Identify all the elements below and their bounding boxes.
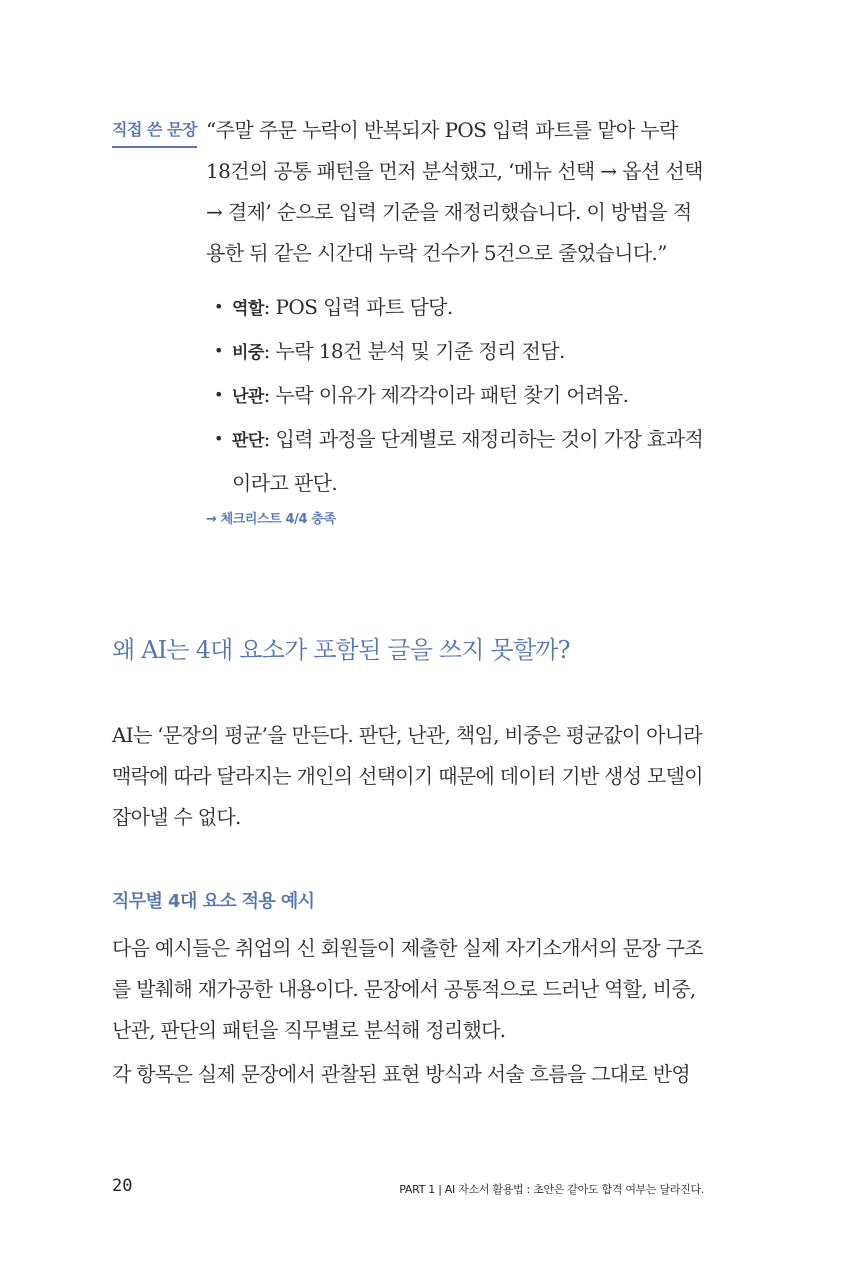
bullet-judgment [214, 418, 714, 504]
bullet-text: : 누락 18건 분석 및 기준 정리 전담. [263, 339, 565, 363]
checklist-note: → 체크리스트 4/4 충족 [206, 512, 336, 527]
bullet-text: : POS 입력 파트 담당. [263, 295, 453, 319]
bullet-text: : 누락 이유가 제각각이라 패턴 찾기 어려움. [263, 383, 629, 407]
section-heading: 왜 AI는 4대 요소가 포함된 글을 쓰지 못할까? [112, 636, 570, 664]
subsection-paragraph-2: 각 항목은 실제 문장에서 관찰된 표현 방식과 서술 흐름을 그대로 반영 [112, 1062, 690, 1086]
section-paragraph: AI는 ‘문장의 평균’을 만든다. 판단, 난관, 책임, 비중은 평균값이 아니라 맥락에 따라 달라지는 개인의 선택이기 때문에 데이터 기반 생성 모델이 잡아낼 수 없다. [112, 723, 703, 829]
bullet-term: 판단 [232, 431, 264, 451]
subsection-heading: 직무별 4대 요소 적용 예시 [112, 891, 315, 912]
bullet-term: 비중 [232, 343, 264, 363]
example-quote: “주말 주문 누락이 반복되자 POS 입력 파트를 맡아 누락 18건의 공통 패턴을 먼저 분석했고, ‘메뉴 선택 → 옵션 선택 → 결제’ 순으로 입력 기준을 재정리했습니다. 이 방법을 적용한 뒤 같은 시간대 누락 건수가 5건으로 줄었습니다.” [206, 118, 703, 265]
analysis-bullet-list [214, 286, 714, 504]
bullet-difficulty [214, 374, 714, 418]
bullet-term: 난관 [232, 387, 264, 407]
page-number: 20 [112, 1176, 133, 1196]
bullet-role [214, 286, 714, 330]
example-label: 직접 쓴 문장 [112, 117, 197, 148]
running-footer: PART 1 | AI 자소서 활용법 : 초안은 같아도 합격 여부는 달라진다. [399, 1183, 704, 1196]
bullet-text: : 입력 과정을 단계별로 재정리하는 것이 가장 효과적이라고 판단. [232, 427, 704, 495]
bullet-term: 역할 [232, 299, 264, 319]
bullet-weight [214, 330, 714, 374]
subsection-paragraph-1: 다음 예시들은 취업의 신 회원들이 제출한 실제 자기소개서의 문장 구조를 발췌해 재가공한 내용이다. 문장에서 공통적으로 드러난 역할, 비중, 난관, 판단의 패턴을 직무별로 분석해 정리했다. [112, 936, 703, 1042]
